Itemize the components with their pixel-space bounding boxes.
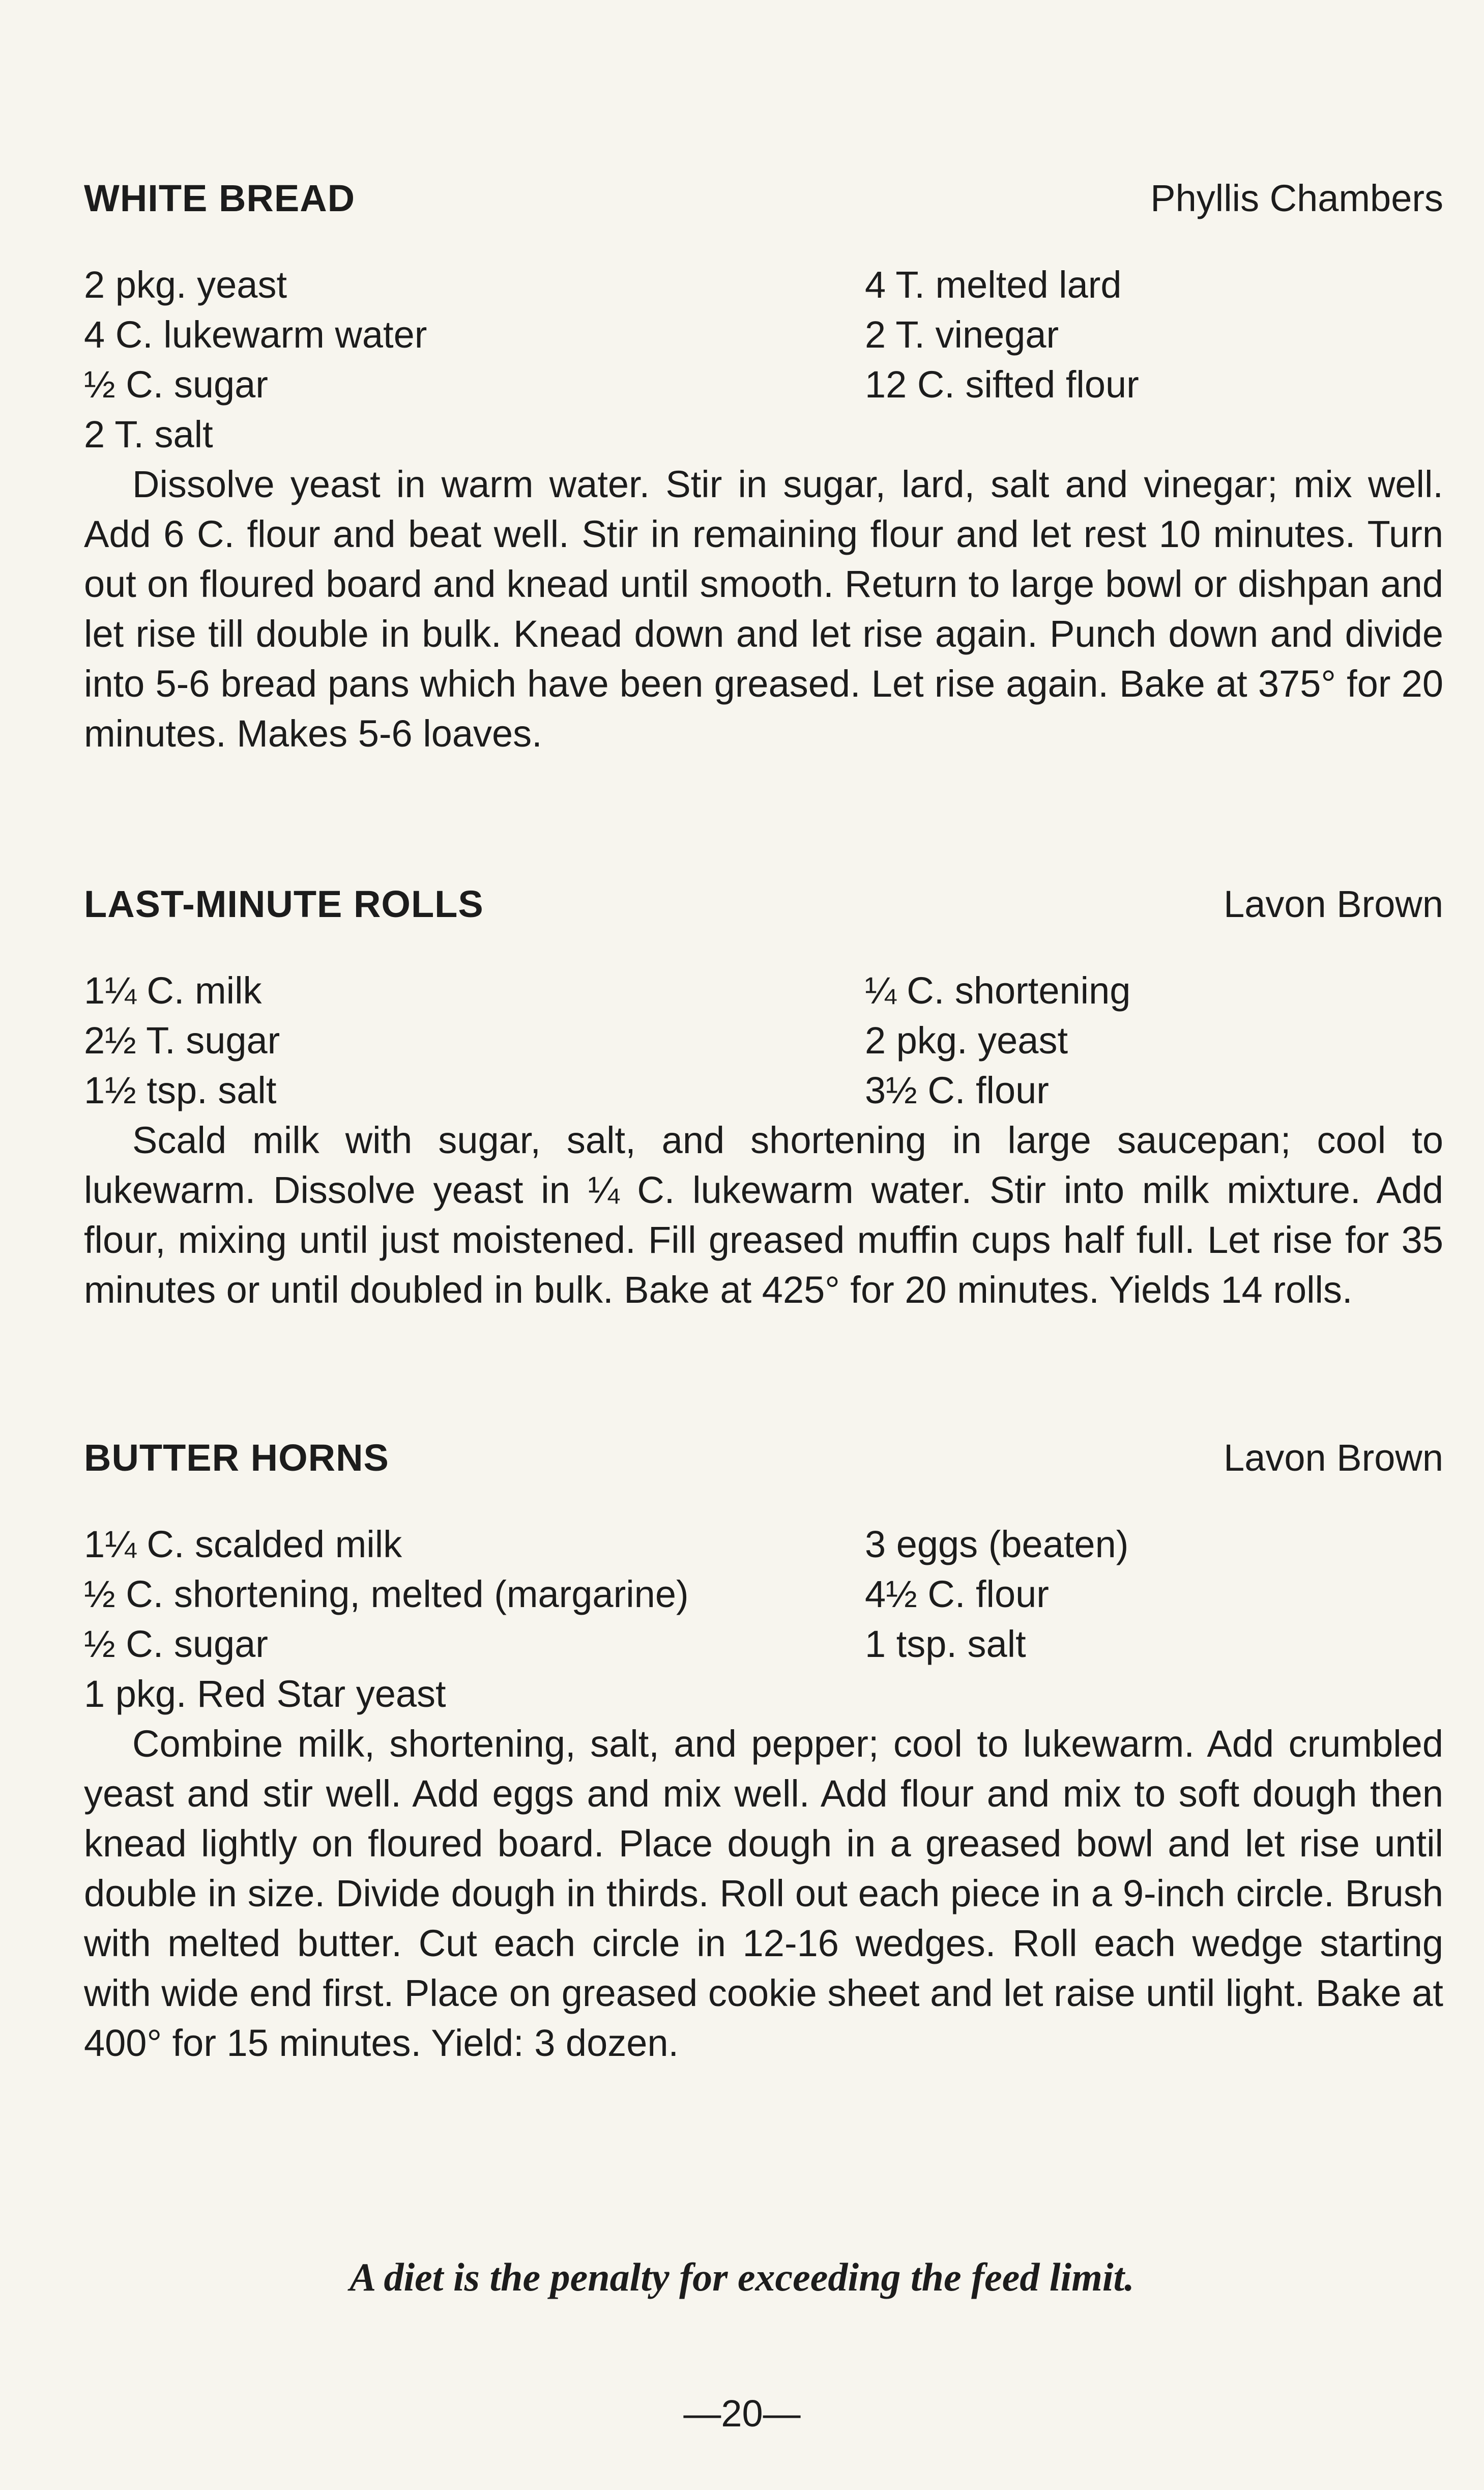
recipe-header [84,876,1443,932]
ingredients-left-column [84,260,427,460]
ingredient-line: 1 tsp. salt [865,1623,1026,1665]
ingredient-line: 2 pkg. yeast [865,1019,1068,1062]
ingredients-right-column [865,966,1130,1115]
recipe-title: BUTTER HORNS [84,1437,389,1479]
ingredient-line: ½ C. sugar [84,363,268,406]
recipe-butter-horns [84,1430,1443,2068]
ingredients-list [84,1520,1443,1719]
ingredient-line: 1½ tsp. salt [84,1069,277,1111]
ingredient-line: 2½ T. sugar [84,1019,280,1062]
recipe-title: LAST-MINUTE ROLLS [84,883,484,925]
ingredient-line: 1 pkg. Red Star yeast [84,1673,446,1715]
recipe-directions: Scald milk with sugar, salt, and shortening in large saucepan; cool to lukewarm. Dissolve yeast in ¼ C. lukewarm water. Stir into milk mixture. Add flour, mixing until just moistened. Fill greased muffin cups half full. Let rise for 35 minutes or until doubled in bulk. Bake at 425° for 20 minutes. Yields 14 rolls. [84,1119,1443,1311]
ingredient-line: 4½ C. flour [865,1573,1049,1615]
ingredients-left-column [84,966,280,1115]
ingredient-line: 12 C. sifted flour [865,363,1139,406]
recipe-header [84,170,1443,226]
recipe-author: Phyllis Chambers [1150,177,1443,219]
ingredients-list [84,260,1443,460]
ingredient-line: 2 T. vinegar [865,313,1059,356]
ingredients-list [84,966,1443,1115]
recipe-author: Lavon Brown [1224,883,1443,925]
ingredient-line: 1¼ C. milk [84,969,262,1012]
recipe-last-minute-rolls [84,876,1443,1315]
ingredient-line: 3½ C. flour [865,1069,1049,1111]
recipe-header [84,1430,1443,1486]
recipe-white-bread [84,170,1443,759]
recipe-directions: Combine milk, shortening, salt, and pepper; cool to lukewarm. Add crumbled yeast and stir well. Add eggs and mix well. Add flour and mix to soft dough then knead lightly on floured board. Place dough in a greased bowl and let rise until double in size. Divide dough in thirds. Roll out each piece in a 9-inch circle. Brush with melted butter. Cut each circle in 12-16 wedges. Roll each wedge starting with wide end first. Place on greased cookie sheet and let raise until light. Bake at 400° for 15 minutes. Yield: 3 dozen. [84,1723,1443,2064]
ingredients-right-column [865,260,1139,410]
ingredient-line: ½ C. shortening, melted (margarine) [84,1573,689,1615]
ingredients-right-column [865,1520,1128,1669]
ingredient-line: 3 eggs (beaten) [865,1523,1129,1565]
ingredient-line: 2 T. salt [84,413,213,455]
page-number: —20— [683,2392,801,2435]
ingredient-line: 4 C. lukewarm water [84,313,427,356]
recipe-directions: Dissolve yeast in warm water. Stir in sugar, lard, salt and vinegar; mix well. Add 6 C. flour and beat well. Stir in remaining flour and let rest 10 minutes. Turn out on floured board and knead until smooth. Return to large bowl or dishpan and let rise till double in bulk. Knead down and let rise again. Punch down and divide into 5-6 bread pans which have been greased. Let rise again. Bake at 375° for 20 minutes. Makes 5-6 loaves. [84,463,1443,755]
recipe-title: WHITE BREAD [84,177,356,219]
ingredients-left-column [84,1520,689,1719]
ingredient-line: 4 T. melted lard [865,264,1122,306]
ingredient-line: 1¼ C. scalded milk [84,1523,402,1565]
ingredient-line: 2 pkg. yeast [84,264,287,306]
recipe-author: Lavon Brown [1224,1437,1443,1479]
ingredient-line: ¼ C. shortening [865,969,1131,1012]
footer-quote: A diet is the penalty for exceeding the feed limit. [350,2255,1134,2299]
ingredient-line: ½ C. sugar [84,1623,268,1665]
